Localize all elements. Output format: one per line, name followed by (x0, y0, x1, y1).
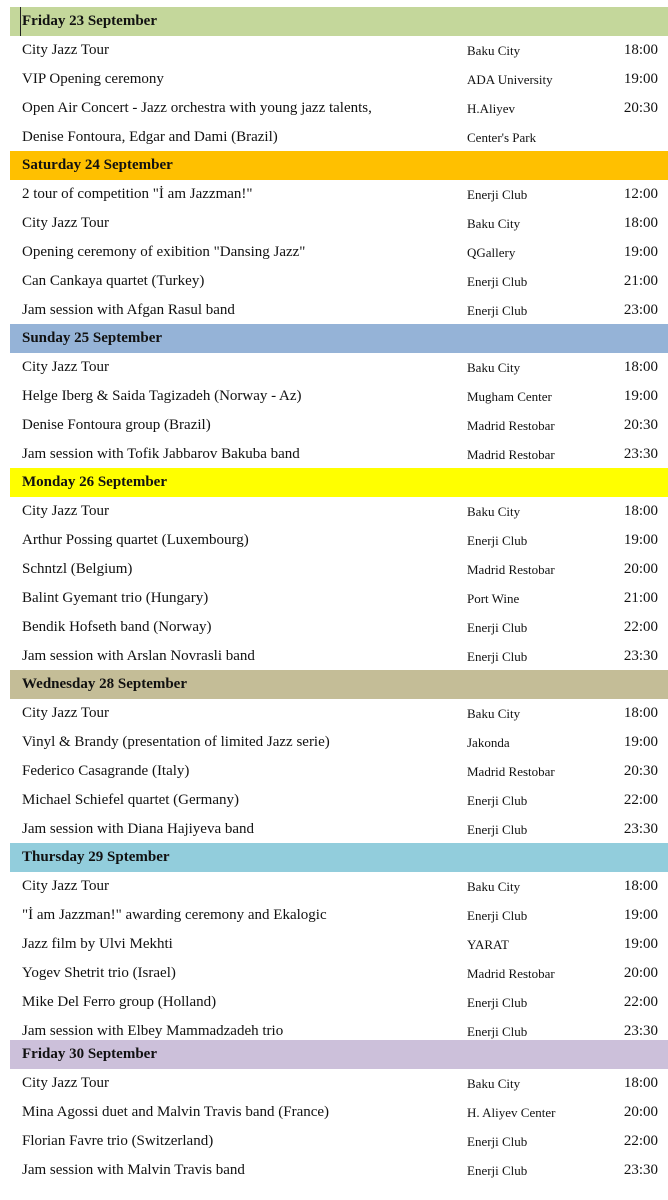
event-venue: Enerji Club (467, 303, 528, 318)
event-name: Mina Agossi duet and Malvin Travis band (France) (22, 1104, 330, 1120)
event-venue: Center's Park (467, 130, 537, 145)
event-venue: Baku City (467, 360, 521, 375)
event-row (0, 728, 668, 757)
event-time: 22:00 (623, 619, 658, 635)
event-venue: Enerji Club (467, 995, 528, 1010)
event-row (0, 209, 668, 238)
event-time: 22:00 (623, 792, 658, 808)
event-time: 12:00 (623, 186, 658, 202)
event-venue: Enerji Club (467, 908, 528, 923)
event-venue: Baku City (467, 43, 521, 58)
event-venue: Enerji Club (467, 822, 528, 837)
event-row (0, 555, 668, 584)
event-row (0, 757, 668, 786)
event-time: 20:00 (623, 1104, 658, 1120)
event-time: 20:30 (623, 100, 658, 116)
event-name: Denise Fontoura group (Brazil) (22, 417, 211, 433)
day-title: Saturday 24 September (22, 157, 173, 173)
event-time: 23:30 (623, 648, 658, 664)
day-header (10, 670, 668, 699)
event-row (0, 267, 668, 296)
event-name: Helge Iberg & Saida Tagizadeh (Norway - Az) (22, 388, 302, 404)
event-time: 23:30 (623, 446, 658, 462)
event-row (0, 1127, 668, 1156)
event-venue: Madrid Restobar (467, 764, 555, 779)
event-row (0, 65, 668, 94)
event-time: 18:00 (623, 42, 658, 58)
event-name: Yogev Shetrit trio (Israel) (22, 965, 176, 981)
event-time: 18:00 (623, 215, 658, 231)
event-row (0, 123, 668, 152)
event-venue: Baku City (467, 706, 521, 721)
event-venue: Enerji Club (467, 533, 528, 548)
event-venue: Enerji Club (467, 1163, 528, 1178)
event-row (0, 180, 668, 209)
day-header (10, 468, 668, 497)
event-row (0, 1069, 668, 1098)
event-time: 21:00 (623, 590, 658, 606)
event-name: Jam session with Afgan Rasul band (22, 302, 235, 318)
event-row (0, 238, 668, 267)
event-name: Balint Gyemant trio (Hungary) (22, 590, 209, 606)
day-title: Sunday 25 September (22, 330, 163, 346)
event-time: 20:00 (623, 561, 658, 577)
event-venue: Port Wine (467, 591, 520, 606)
event-venue: QGallery (467, 245, 516, 260)
event-time: 18:00 (623, 878, 658, 894)
event-venue: Enerji Club (467, 187, 528, 202)
event-row (0, 36, 668, 65)
event-time: 19:00 (623, 532, 658, 548)
event-time: 20:00 (623, 965, 658, 981)
event-time: 23:30 (623, 1162, 658, 1178)
event-venue: Baku City (467, 1076, 521, 1091)
left-rule (20, 7, 21, 36)
event-time: 19:00 (623, 244, 658, 260)
event-time: 23:30 (623, 821, 658, 837)
event-row (0, 296, 668, 325)
event-name: VIP Opening ceremony (22, 71, 164, 87)
event-venue: Enerji Club (467, 649, 528, 664)
event-venue: H. Aliyev Center (467, 1105, 556, 1120)
event-venue: Enerji Club (467, 1134, 528, 1149)
event-time: 20:30 (623, 417, 658, 433)
event-time: 23:30 (623, 1023, 658, 1039)
event-venue: Enerji Club (467, 274, 528, 289)
event-venue: Baku City (467, 504, 521, 519)
day-header (10, 324, 668, 353)
event-row (0, 382, 668, 411)
event-name: Vinyl & Brandy (presentation of limited Jazz serie) (22, 734, 330, 750)
event-row (0, 440, 668, 469)
event-name: Jam session with Arslan Novrasli band (22, 648, 255, 664)
event-name: Schntzl (Belgium) (22, 561, 133, 577)
day-header (10, 7, 668, 36)
event-venue: Enerji Club (467, 620, 528, 635)
event-time: 18:00 (623, 1075, 658, 1091)
event-name: Arthur Possing quartet (Luxembourg) (22, 532, 249, 548)
event-name: Bendik Hofseth band (Norway) (22, 619, 212, 635)
event-row (0, 353, 668, 382)
event-row (0, 1098, 668, 1127)
event-venue: Madrid Restobar (467, 418, 555, 433)
day-title: Friday 30 September (22, 1046, 157, 1062)
day-header (10, 151, 668, 180)
event-time: 18:00 (623, 503, 658, 519)
event-name: Mike Del Ferro group (Holland) (22, 994, 217, 1010)
event-name: Michael Schiefel quartet (Germany) (22, 792, 239, 808)
event-name: Jam session with Tofik Jabbarov Bakuba band (22, 446, 300, 462)
event-venue: Jakonda (467, 735, 510, 750)
event-name: City Jazz Tour (22, 705, 109, 721)
event-name: City Jazz Tour (22, 42, 109, 58)
event-name: Jazz film by Ulvi Mekhti (22, 936, 173, 952)
event-time: 23:00 (623, 302, 658, 318)
event-row (0, 959, 668, 988)
event-time: 22:00 (623, 1133, 658, 1149)
event-time: 19:00 (623, 71, 658, 87)
event-venue: Enerji Club (467, 793, 528, 808)
event-name: City Jazz Tour (22, 359, 109, 375)
event-time: 19:00 (623, 388, 658, 404)
event-name: City Jazz Tour (22, 215, 109, 231)
event-name: Denise Fontoura, Edgar and Dami (Brazil) (22, 129, 278, 145)
event-row (0, 497, 668, 526)
event-row (0, 642, 668, 671)
day-title: Monday 26 September (22, 474, 167, 490)
event-name: City Jazz Tour (22, 878, 109, 894)
event-time: 19:00 (623, 907, 658, 923)
event-row (0, 815, 668, 844)
event-name: "İ am Jazzman!" awarding ceremony and Ekalogic (22, 907, 327, 923)
event-venue: Madrid Restobar (467, 966, 555, 981)
event-row (0, 584, 668, 613)
event-name: Jam session with Diana Hajiyeva band (22, 821, 255, 837)
event-venue: Baku City (467, 216, 521, 231)
event-row (0, 94, 668, 123)
event-name: Florian Favre trio (Switzerland) (22, 1133, 214, 1149)
event-time: 18:00 (623, 359, 658, 375)
event-name: Open Air Concert - Jazz orchestra with young jazz talents, (22, 100, 372, 116)
event-venue: Madrid Restobar (467, 562, 555, 577)
event-venue: ADA University (467, 72, 553, 87)
event-name: City Jazz Tour (22, 503, 109, 519)
day-header (10, 1040, 668, 1069)
day-title: Thursday 29 Sptember (22, 849, 170, 865)
event-venue: H.Aliyev (467, 101, 516, 116)
event-name: Jam session with Malvin Travis band (22, 1162, 245, 1178)
event-venue: YARAT (467, 937, 509, 952)
event-venue: Mugham Center (467, 389, 552, 404)
event-name: Can Cankaya quartet (Turkey) (22, 273, 205, 289)
event-row (0, 526, 668, 555)
event-row (0, 699, 668, 728)
event-row (0, 786, 668, 815)
event-time: 19:00 (623, 734, 658, 750)
event-row (0, 901, 668, 930)
event-time: 21:00 (623, 273, 658, 289)
event-row (0, 930, 668, 959)
event-venue: Madrid Restobar (467, 447, 555, 462)
event-name: 2 tour of competition "İ am Jazzman!" (22, 186, 253, 202)
event-row (0, 988, 668, 1017)
event-name: City Jazz Tour (22, 1075, 109, 1091)
day-title: Friday 23 September (22, 13, 157, 29)
event-row (0, 411, 668, 440)
event-row (0, 613, 668, 642)
event-venue: Baku City (467, 879, 521, 894)
event-time: 18:00 (623, 705, 658, 721)
day-title: Wednesday 28 September (22, 676, 187, 692)
event-venue: Enerji Club (467, 1024, 528, 1039)
event-name: Opening ceremony of exibition "Dansing Jazz" (22, 244, 306, 260)
event-time: 19:00 (623, 936, 658, 952)
event-row (0, 872, 668, 901)
event-time: 22:00 (623, 994, 658, 1010)
day-header (10, 843, 668, 872)
event-row (0, 1156, 668, 1185)
event-name: Jam session with Elbey Mammadzadeh trio (22, 1023, 284, 1039)
event-name: Federico Casagrande (Italy) (22, 763, 190, 779)
event-time: 20:30 (623, 763, 658, 779)
